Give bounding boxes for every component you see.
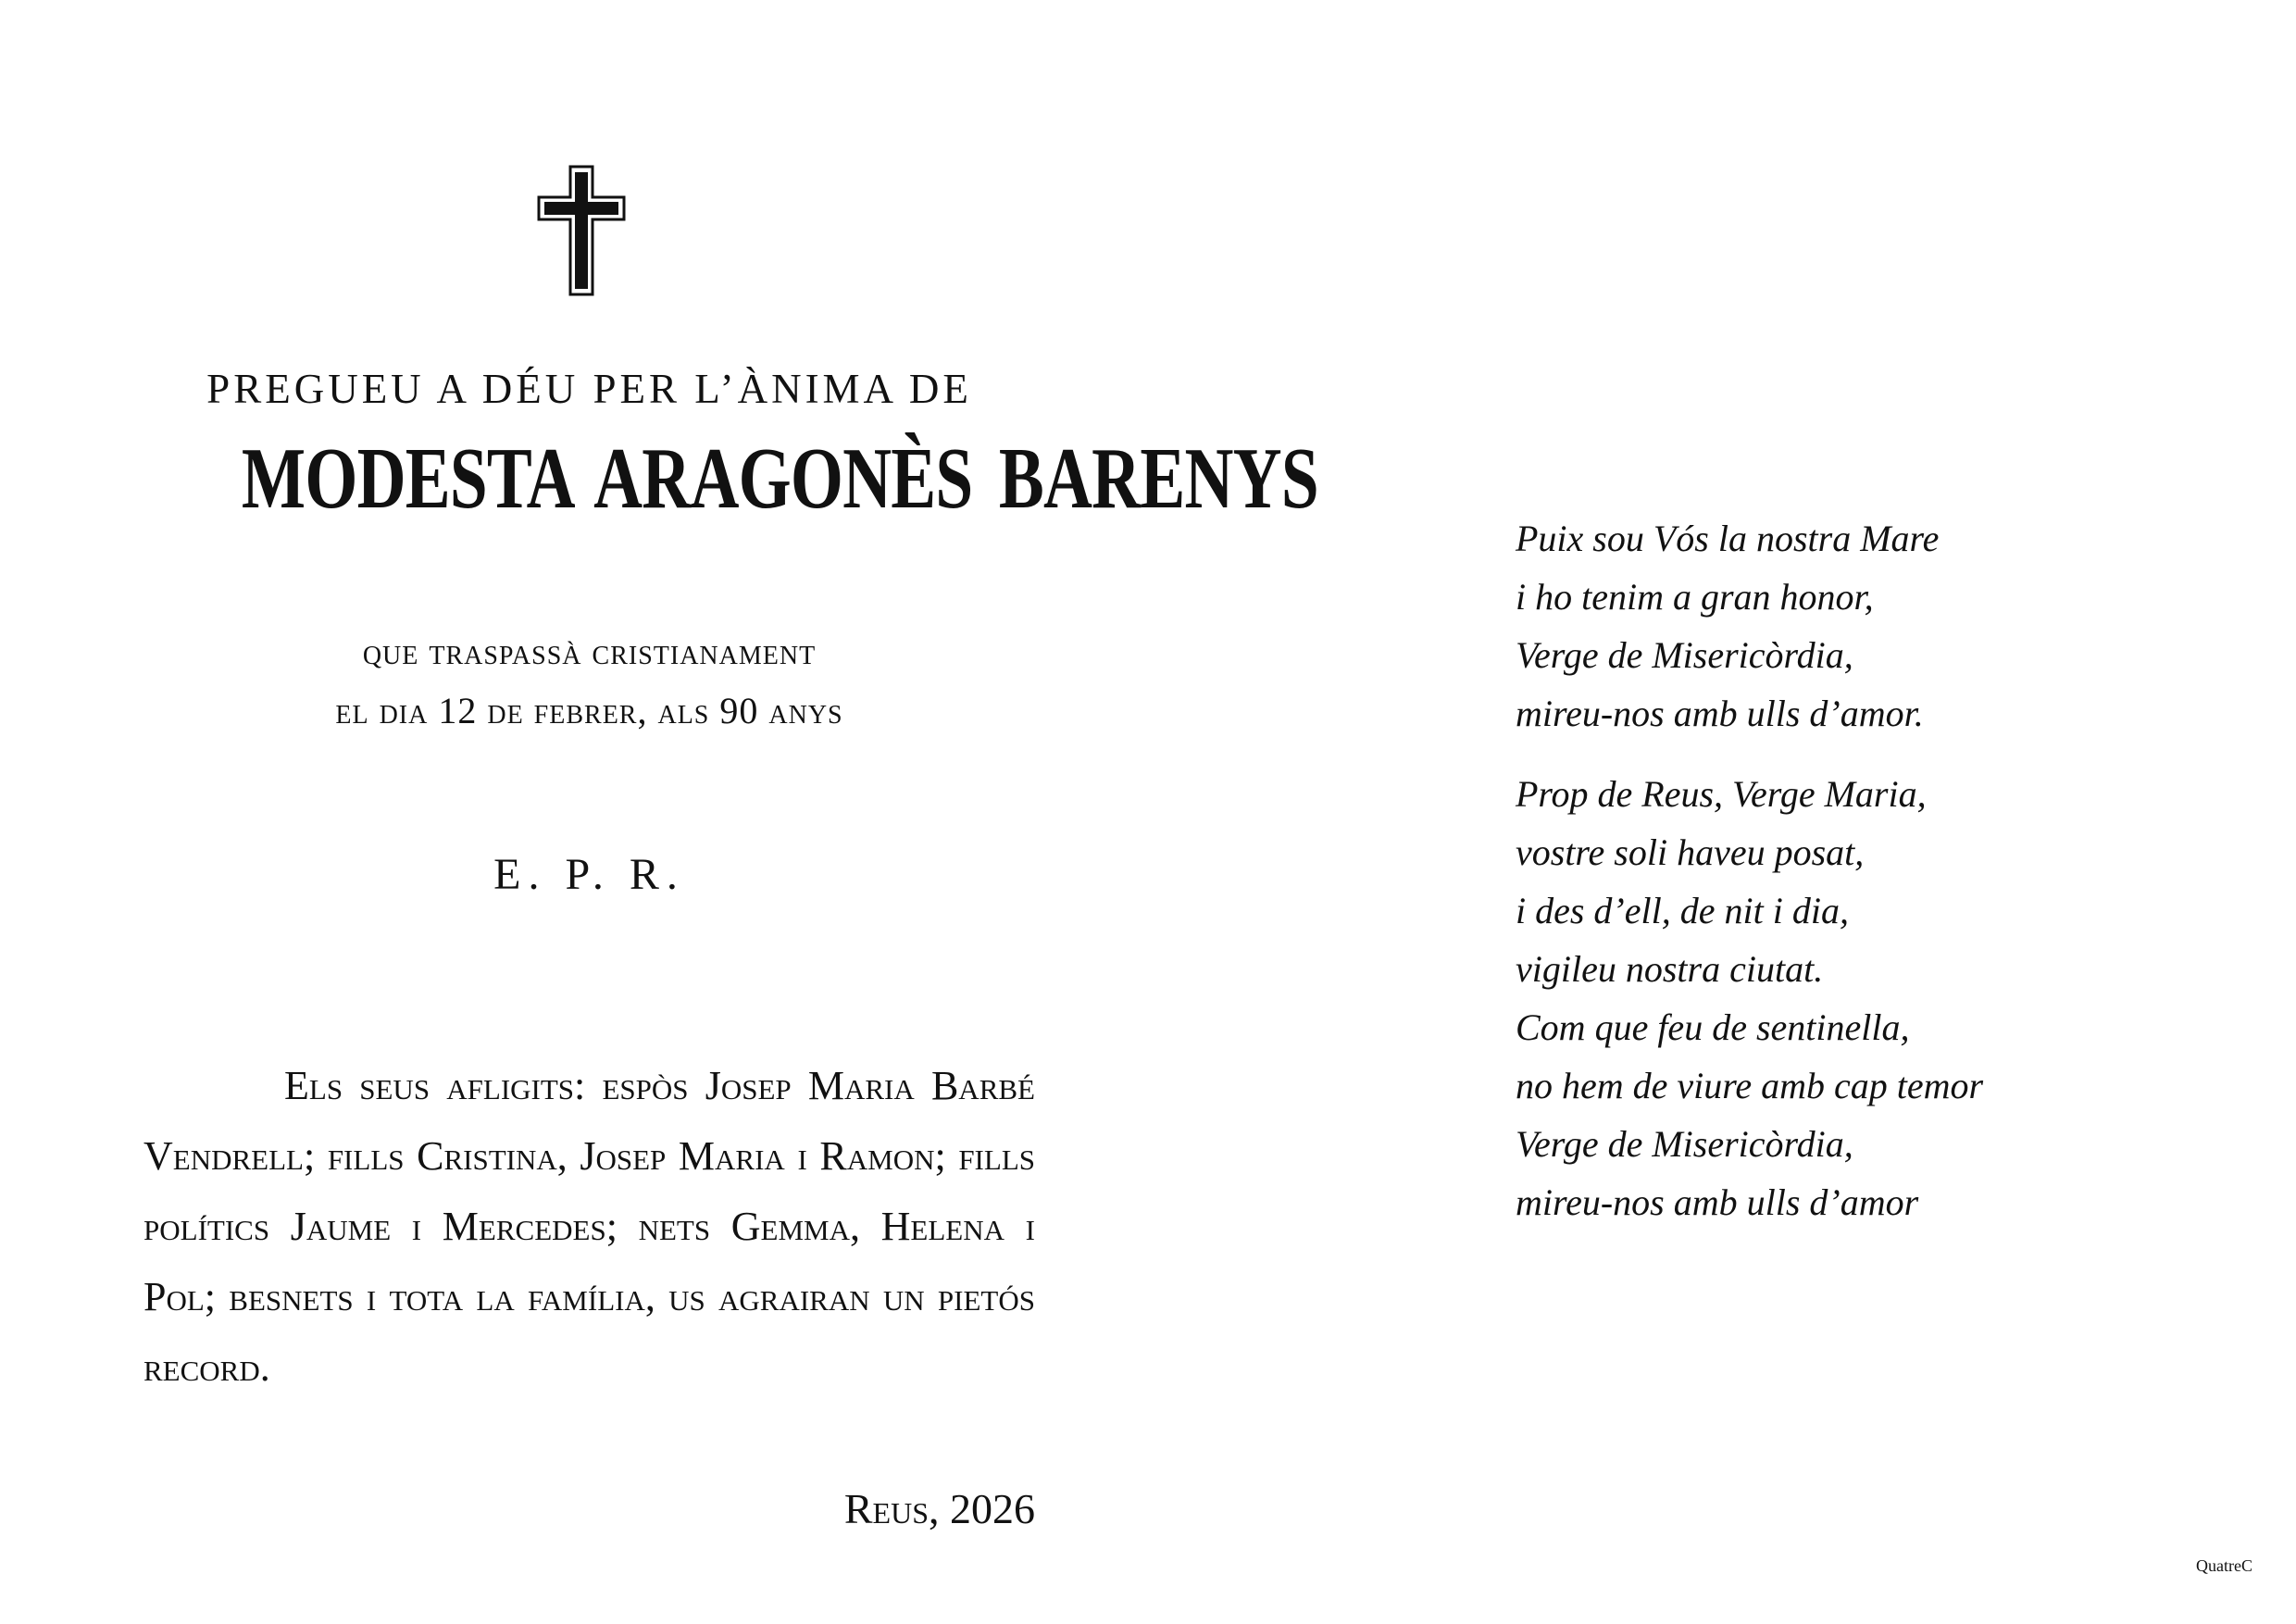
verse-line: Puix sou Vós la nostra Mare: [1516, 518, 1940, 559]
left-panel: [144, 0, 1318, 1624]
death-info-line: el dia 12 de febrer, als 90 anys: [335, 690, 843, 731]
verse-line: Verge de Misericòrdia,: [1516, 1123, 1853, 1165]
verse-line: i ho tenim a gran honor,: [1516, 576, 1874, 618]
verse-line: vostre soli haveu posat,: [1516, 831, 1865, 873]
poem: [1516, 509, 2164, 1231]
death-info-line: que traspassà cristianament: [362, 631, 817, 672]
verse-line: Prop de Reus, Verge Maria,: [1516, 773, 1927, 815]
prayer-heading: PREGUEU A DÉU PER L’ÀNIMA DE: [206, 366, 972, 412]
poem-stanza: [1516, 509, 2164, 743]
verse-line: mireu-nos amb ulls d’amor.: [1516, 693, 1924, 734]
cross-icon: [537, 165, 626, 296]
verse-line: i des d’ell, de nit i dia,: [1516, 890, 1849, 931]
place-and-year: Reus, 2026: [843, 1485, 1035, 1532]
death-info: [144, 622, 1035, 741]
deceased-name: MODESTA ARAGONÈS BARENYS: [241, 431, 1318, 527]
verse-line: Verge de Misericòrdia,: [1516, 634, 1853, 676]
publisher-mark: QuatreC: [2196, 1556, 2252, 1575]
verse-line: Com que feu de sentinella,: [1516, 1006, 1910, 1048]
mourners-paragraph: Els seus afligits: espòs Josep Maria Barbé Vendrell; fills Cristina, Josep Maria i Ramon; fills polítics Jaume i Mercedes; nets Gemma, Helena i Pol; besnets i tota la família, us agrairan un pietós record.: [144, 1063, 1035, 1390]
verse-line: no hem de viure amb cap temor: [1516, 1065, 1984, 1106]
verse-line: mireu-nos amb ulls d’amor: [1516, 1181, 1919, 1223]
verse-line: vigileu nostra ciutat.: [1516, 948, 1824, 990]
poem-stanza: [1516, 765, 2164, 1231]
epr-abbreviation: E. P. R.: [493, 850, 685, 899]
